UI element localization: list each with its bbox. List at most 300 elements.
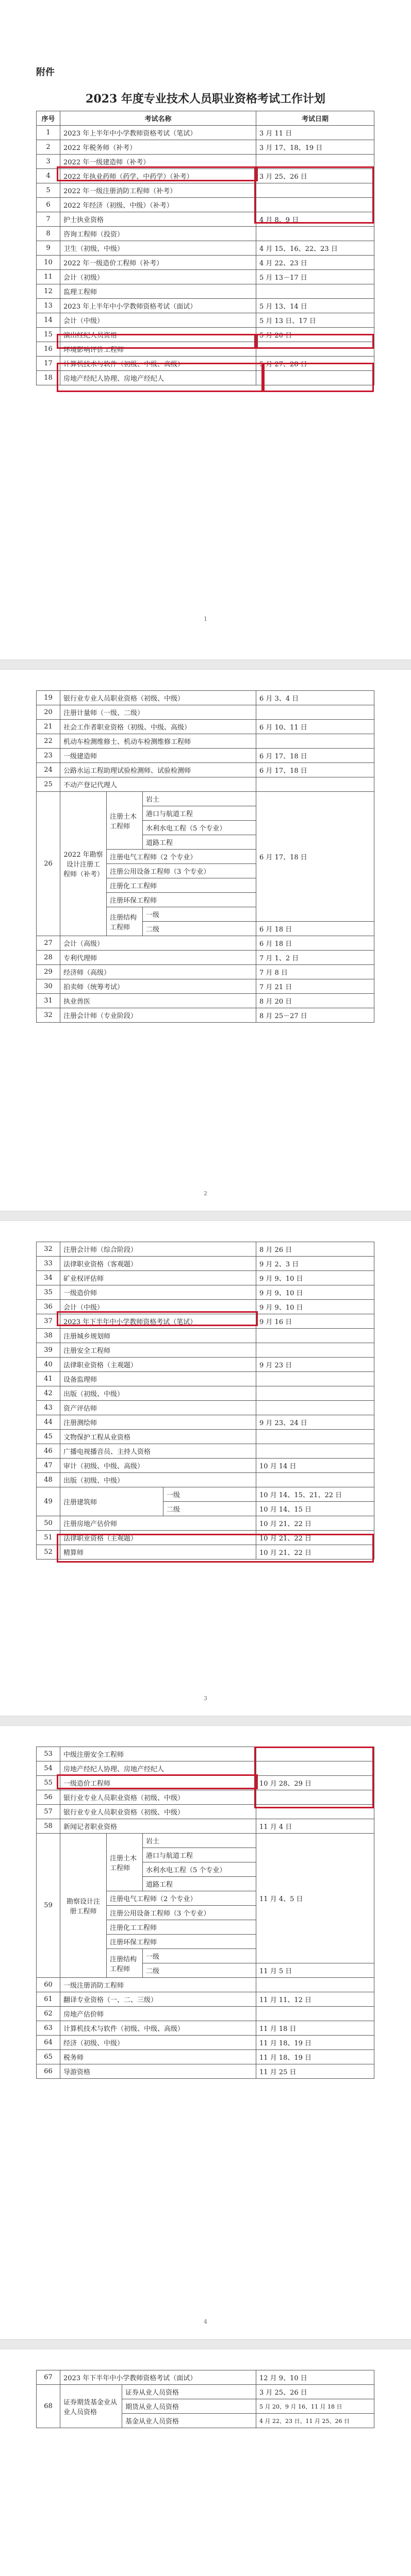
exam-date xyxy=(256,1473,374,1487)
row-number: 60 xyxy=(37,1978,60,1992)
exam-date: 5 月 20、9 月 16、11 月 18 日 xyxy=(256,2399,374,2414)
exam-name: 注册计量师（一级、二级） xyxy=(60,705,256,720)
highlight-box xyxy=(57,1311,258,1326)
exam-name: 2023 年下半年中小学教师资格考试（面试） xyxy=(60,2370,256,2385)
exam-date xyxy=(256,1401,374,1415)
row-number: 64 xyxy=(37,2036,60,2050)
row-number: 3 xyxy=(37,155,60,169)
exam-name: 监理工程师 xyxy=(60,284,256,299)
exam-name: 注册房地产估价师 xyxy=(60,1516,256,1531)
row-number: 32 xyxy=(37,1008,60,1023)
exam-subitem: 注册公用设备工程师（3 个专业） xyxy=(107,1906,256,1920)
exam-date: 10 月 21、22 日 xyxy=(256,1545,374,1560)
exam-name: 文物保护工程从业资格 xyxy=(60,1430,256,1444)
exam-date xyxy=(256,1444,374,1459)
row-number: 9 xyxy=(37,241,60,256)
exam-subitem: 港口与航道工程 xyxy=(143,806,256,821)
row-number: 26 xyxy=(37,792,60,936)
exam-name: 矿业权评估师 xyxy=(60,1271,256,1285)
exam-date: 4 月 22、23 日、11 月 25、26 日 xyxy=(256,2414,374,2428)
table-row xyxy=(37,936,374,951)
row-number: 25 xyxy=(37,777,60,792)
row-number: 36 xyxy=(37,1300,60,1314)
exam-date: 9 月 2、3 日 xyxy=(256,1257,374,1271)
row-number: 34 xyxy=(37,1271,60,1285)
highlight-box xyxy=(57,166,258,181)
row-number: 68 xyxy=(37,2385,60,2428)
row-number: 59 xyxy=(37,1834,60,1978)
exam-date: 11 月 4 日 xyxy=(256,1819,374,1834)
exam-date: 10 月 28、29 日 xyxy=(256,1776,374,1790)
table-row xyxy=(37,1401,374,1415)
row-number: 12 xyxy=(37,284,60,299)
row-number: 39 xyxy=(37,1343,60,1358)
row-number: 1 xyxy=(37,126,60,140)
exam-name: 拍卖师（统筹考试） xyxy=(60,979,256,994)
table-row xyxy=(37,1257,374,1271)
exam-date: 6 月 10、11 日 xyxy=(256,720,374,734)
row-number: 20 xyxy=(37,705,60,720)
document-title: 2023 年度专业技术人员职业资格考试工作计划 xyxy=(86,92,325,106)
exam-name: 银行业专业人员职业资格（初级、中级） xyxy=(60,691,256,705)
table-row xyxy=(37,1386,374,1401)
exam-subgroup: 注册结构工程师 xyxy=(107,907,143,936)
exam-name: 专利代理师 xyxy=(60,951,256,965)
table-row xyxy=(37,1329,374,1343)
page-5 xyxy=(0,2349,411,2576)
highlight-box xyxy=(57,1774,258,1789)
exam-date: 10 月 21、22 日 xyxy=(256,1531,374,1545)
table-row xyxy=(37,270,374,284)
exam-table-page-2 xyxy=(36,690,374,1023)
table-row xyxy=(37,1459,374,1473)
exam-name: 2023 年上半年中小学教师资格考试（面试） xyxy=(60,299,256,313)
row-number: 32 xyxy=(37,1242,60,1257)
exam-subitem: 注册化工工程师 xyxy=(107,878,256,893)
exam-date xyxy=(256,705,374,720)
exam-name: 银行业专业人员职业资格（初级、中级） xyxy=(60,1805,256,1819)
row-number: 14 xyxy=(37,313,60,328)
table-row xyxy=(37,1516,374,1531)
exam-name: 出版（初级、中级） xyxy=(60,1473,256,1487)
exam-date: 7 月 1、2 日 xyxy=(256,951,374,965)
exam-date: 8 月 26 日 xyxy=(256,1242,374,1257)
exam-name: 2022 年一级造价工程师（补考） xyxy=(60,256,256,270)
row-number: 62 xyxy=(37,2007,60,2021)
row-number: 15 xyxy=(37,328,60,342)
row-number: 45 xyxy=(37,1430,60,1444)
exam-name: 会计（中级） xyxy=(60,313,256,328)
exam-subitem: 岩土 xyxy=(143,1834,256,1848)
row-number: 37 xyxy=(37,1314,60,1329)
exam-name: 注册测绘师 xyxy=(60,1415,256,1430)
page-number: 2 xyxy=(204,1190,207,1197)
row-number: 8 xyxy=(37,227,60,241)
table-row xyxy=(37,313,374,328)
exam-subitem: 注册公用设备工程师（3 个专业） xyxy=(107,864,256,878)
exam-name: 计算机技术与软件（初级、中级、高级） xyxy=(60,2021,256,2036)
exam-subitem: 注册环保工程师 xyxy=(107,893,256,907)
exam-name: 2022 年一级注册消防工程师（补考） xyxy=(60,183,256,198)
exam-subitem: 期货从业人员资格 xyxy=(122,2399,256,2414)
exam-date: 11 月 18、19 日 xyxy=(256,2036,374,2050)
exam-subitem: 注册电气工程师（2 个专业） xyxy=(107,1891,256,1906)
exam-name: 会计（中级） xyxy=(60,1300,256,1314)
row-number: 31 xyxy=(37,994,60,1008)
table-row xyxy=(37,1819,374,1834)
row-number: 35 xyxy=(37,1285,60,1300)
exam-name: 中级注册安全工程师 xyxy=(60,1747,256,1761)
table-row xyxy=(37,1372,374,1386)
row-number: 63 xyxy=(37,2021,60,2036)
row-number: 7 xyxy=(37,212,60,227)
row-number: 21 xyxy=(37,720,60,734)
exam-name: 机动车检测维修士、机动车检测维修工程师 xyxy=(60,734,256,749)
exam-subgroup: 注册结构工程师 xyxy=(107,1949,143,1978)
exam-name: 会计（初级） xyxy=(60,270,256,284)
exam-date: 3 月 25、26 日 xyxy=(256,2385,374,2399)
row-number: 27 xyxy=(37,936,60,951)
exam-name: 房地产经纪人协理、房地产经纪人 xyxy=(60,371,256,385)
exam-date: 11 月 18 日 xyxy=(256,2021,374,2036)
exam-name: 资产评估师 xyxy=(60,1401,256,1415)
exam-subitem: 道路工程 xyxy=(143,1877,256,1891)
exam-subitem: 道路工程 xyxy=(143,835,256,850)
row-number: 19 xyxy=(37,691,60,705)
exam-subitem: 岩土 xyxy=(143,792,256,806)
row-number: 55 xyxy=(37,1776,60,1790)
exam-name: 注册建筑师 xyxy=(60,1487,163,1516)
exam-name: 导游资格 xyxy=(60,2064,256,2079)
row-number: 13 xyxy=(37,299,60,313)
row-number: 40 xyxy=(37,1358,60,1372)
exam-name: 经济（初级、中级） xyxy=(60,2036,256,2050)
exam-name: 一级造价工程师 xyxy=(60,1776,256,1790)
row-number: 53 xyxy=(37,1747,60,1761)
row-number: 29 xyxy=(37,965,60,979)
row-number: 48 xyxy=(37,1473,60,1487)
page-1 xyxy=(0,0,411,659)
table-row xyxy=(37,2370,374,2385)
table-row xyxy=(37,1343,374,1358)
table-row xyxy=(37,979,374,994)
exam-date: 6 月 17、18 日 xyxy=(256,749,374,763)
row-number: 57 xyxy=(37,1805,60,1819)
exam-name: 2022 年执业药师（药学、中药学）（补考） xyxy=(60,169,256,183)
exam-name: 经济师（高级） xyxy=(60,965,256,979)
exam-subitem: 水利水电工程（5 个专业） xyxy=(143,1862,256,1877)
table-row xyxy=(37,2050,374,2064)
exam-date: 12 月 9、10 日 xyxy=(256,2370,374,2385)
exam-name: 会计（高级） xyxy=(60,936,256,951)
table-row xyxy=(37,734,374,749)
exam-subitem: 注册电气工程师（2 个专业） xyxy=(107,850,256,864)
exam-date xyxy=(256,284,374,299)
row-number: 44 xyxy=(37,1415,60,1430)
exam-date xyxy=(256,1430,374,1444)
exam-date: 11 月 18、19 日 xyxy=(256,2050,374,2064)
exam-name: 演出经纪人员资格 xyxy=(60,328,256,342)
exam-name: 一级造价师 xyxy=(60,1285,256,1300)
exam-date: 3 月 17、18、19 日 xyxy=(256,140,374,155)
exam-date xyxy=(256,2007,374,2021)
row-number: 66 xyxy=(37,2064,60,2079)
row-number: 6 xyxy=(37,198,60,212)
table-row xyxy=(37,256,374,270)
row-number: 51 xyxy=(37,1531,60,1545)
row-number: 4 xyxy=(37,169,60,183)
page-3 xyxy=(0,1221,411,1716)
table-row xyxy=(37,2007,374,2021)
exam-name: 2023 年上半年中小学教师资格考试（笔试） xyxy=(60,126,256,140)
exam-name: 2022 年勘察设计注册工程师（补考） xyxy=(60,792,107,936)
exam-date xyxy=(256,1343,374,1358)
exam-name: 新闻记者职业资格 xyxy=(60,1819,256,1834)
row-number: 61 xyxy=(37,1992,60,2007)
exam-name: 勘察设计注册工程师 xyxy=(60,1834,107,1978)
page-2 xyxy=(0,670,411,1211)
table-row xyxy=(37,1358,374,1372)
table-row xyxy=(37,777,374,792)
exam-subitem: 注册化工工程师 xyxy=(107,1920,256,1935)
table-row xyxy=(37,951,374,965)
exam-name: 咨询工程师（投资） xyxy=(60,227,256,241)
exam-name: 注册会计师（专业阶段） xyxy=(60,1008,256,1023)
exam-name: 2022 年经济（初级、中级）（补考） xyxy=(60,198,256,212)
table-row xyxy=(37,1242,374,1257)
exam-date xyxy=(256,1372,374,1386)
exam-subitem: 证券从业人员资格 xyxy=(122,2385,256,2399)
exam-date: 9 月 9、10 日 xyxy=(256,1300,374,1314)
exam-name: 护士执业资格 xyxy=(60,212,256,227)
table-row xyxy=(37,1444,374,1459)
exam-date: 9 月 9、10 日 xyxy=(256,1285,374,1300)
exam-name: 计算机技术与软件（初级、中级、高级） xyxy=(60,357,256,371)
table-row xyxy=(37,705,374,720)
exam-name: 2023 年下半年中小学教师资格考试（笔试） xyxy=(60,1314,256,1329)
exam-subitem: 一级 xyxy=(163,1487,256,1502)
col-header-name: 考试名称 xyxy=(60,111,256,126)
exam-date: 8 月 20 日 xyxy=(256,994,374,1008)
row-number: 67 xyxy=(37,2370,60,2385)
table-row xyxy=(37,241,374,256)
row-number: 2 xyxy=(37,140,60,155)
exam-subitem: 港口与航道工程 xyxy=(143,1848,256,1862)
exam-date: 4 月 8、9 日 xyxy=(256,212,374,227)
exam-name: 注册城乡规划师 xyxy=(60,1329,256,1343)
exam-date: 10 月 14、15 日 xyxy=(256,1502,374,1516)
row-number: 42 xyxy=(37,1386,60,1401)
table-row xyxy=(37,1473,374,1487)
exam-name: 税务师 xyxy=(60,2050,256,2064)
exam-name: 公路水运工程助理试验检测师、试验检测师 xyxy=(60,763,256,777)
exam-date: 3 月 25、26 日 xyxy=(256,169,374,183)
exam-date xyxy=(256,227,374,241)
exam-date: 5 月 13－17 日 xyxy=(256,270,374,284)
page-4 xyxy=(0,1726,411,2339)
col-header-no: 序号 xyxy=(37,111,60,126)
exam-name: 一级建造师 xyxy=(60,749,256,763)
table-row xyxy=(37,227,374,241)
table-row xyxy=(37,126,374,140)
exam-name: 证券期货基金业从业人员资格 xyxy=(60,2385,122,2428)
table-row xyxy=(37,284,374,299)
exam-date: 10 月 21、22 日 xyxy=(256,1516,374,1531)
exam-name: 房地产估价师 xyxy=(60,2007,256,2021)
exam-date: 4 月 15、16、22、23 日 xyxy=(256,241,374,256)
exam-subitem: 二级 xyxy=(143,1963,256,1978)
exam-date: 5 月 13、14 日 xyxy=(256,299,374,313)
row-number: 43 xyxy=(37,1401,60,1415)
exam-date xyxy=(256,734,374,749)
exam-date: 4 月 22、23 日 xyxy=(256,256,374,270)
exam-subgroup: 注册土木工程师 xyxy=(107,1834,143,1891)
exam-subitem: 二级 xyxy=(143,922,256,936)
table-row xyxy=(37,1978,374,1992)
exam-date: 9 月 16 日 xyxy=(256,1314,374,1329)
exam-subitem: 一级 xyxy=(143,907,256,922)
exam-date: 6 月 17、18 日 xyxy=(256,763,374,777)
row-number: 52 xyxy=(37,1545,60,1560)
exam-date xyxy=(256,1978,374,1992)
row-number: 58 xyxy=(37,1819,60,1834)
row-number: 24 xyxy=(37,763,60,777)
exam-name: 2022 年税务师（补考） xyxy=(60,140,256,155)
row-number: 41 xyxy=(37,1372,60,1386)
exam-date: 8 月 25－27 日 xyxy=(256,1008,374,1023)
exam-date: 6 月 3、4 日 xyxy=(256,691,374,705)
exam-table-page-5 xyxy=(36,2370,374,2428)
exam-name: 精算师 xyxy=(60,1545,256,1560)
exam-name: 执业兽医 xyxy=(60,994,256,1008)
table-row xyxy=(37,299,374,313)
table-row xyxy=(37,792,374,806)
table-row xyxy=(37,140,374,155)
table-row xyxy=(37,763,374,777)
exam-date xyxy=(256,777,374,792)
row-number: 16 xyxy=(37,342,60,357)
exam-name: 2022 年一级建造师（补考） xyxy=(60,155,256,169)
exam-date: 7 月 21 日 xyxy=(256,979,374,994)
exam-name: 审计（初级、中级、高级） xyxy=(60,1459,256,1473)
exam-date: 11 月 11、12 日 xyxy=(256,1992,374,2007)
exam-date: 5 月 27、28 日 xyxy=(256,357,374,371)
exam-subitem: 一级 xyxy=(143,1949,256,1963)
highlight-box xyxy=(57,363,263,392)
table-row xyxy=(37,1430,374,1444)
table-row xyxy=(37,720,374,734)
exam-date: 6 月 18 日 xyxy=(256,936,374,951)
row-number: 65 xyxy=(37,2050,60,2064)
col-header-date: 考试日期 xyxy=(256,111,374,126)
table-row xyxy=(37,1008,374,1023)
highlight-box xyxy=(254,166,374,224)
exam-name: 翻译专业资格（一、二、三级） xyxy=(60,1992,256,2007)
exam-name: 一级注册消防工程师 xyxy=(60,1978,256,1992)
exam-name: 环境影响评价工程师 xyxy=(60,342,256,357)
exam-name: 注册会计师（综合阶段） xyxy=(60,1242,256,1257)
highlight-box xyxy=(57,1534,374,1563)
exam-name: 社会工作者职业资格（初级、中级、高级） xyxy=(60,720,256,734)
exam-name: 不动产登记代理人 xyxy=(60,777,256,792)
row-number: 49 xyxy=(37,1487,60,1516)
row-number: 23 xyxy=(37,749,60,763)
table-header-row xyxy=(37,111,374,126)
table-row xyxy=(37,1834,374,1848)
row-number: 10 xyxy=(37,256,60,270)
exam-date: 9 月 9、10 日 xyxy=(256,1271,374,1285)
row-number: 54 xyxy=(37,1761,60,1776)
exam-date xyxy=(256,1329,374,1343)
row-number: 18 xyxy=(37,371,60,385)
row-number: 47 xyxy=(37,1459,60,1473)
row-number: 30 xyxy=(37,979,60,994)
exam-date: 9 月 23、24 日 xyxy=(256,1415,374,1430)
table-row xyxy=(37,994,374,1008)
table-row xyxy=(37,1285,374,1300)
exam-name: 广播电视播音员、主持人资格 xyxy=(60,1444,256,1459)
exam-subitem: 注册环保工程师 xyxy=(107,1935,256,1949)
table-row xyxy=(37,1415,374,1430)
exam-name: 银行业专业人员职业资格（初级、中级） xyxy=(60,1790,256,1805)
exam-date: 6 月 17、18 日 xyxy=(256,792,374,922)
table-row xyxy=(37,1271,374,1285)
exam-subitem: 二级 xyxy=(163,1502,256,1516)
exam-subitem: 基金从业人员资格 xyxy=(122,2414,256,2428)
exam-date: 10 月 14、15、21、22 日 xyxy=(256,1487,374,1502)
exam-date xyxy=(256,1386,374,1401)
exam-date: 5 月 20 日 xyxy=(256,328,374,342)
table-row xyxy=(37,2021,374,2036)
exam-name: 法律职业资格（客观题） xyxy=(60,1257,256,1271)
exam-date: 11 月 25 日 xyxy=(256,2064,374,2079)
table-row xyxy=(37,2385,374,2399)
exam-date: 10 月 14 日 xyxy=(256,1459,374,1473)
attachment-label: 附件 xyxy=(36,67,55,78)
exam-name: 房地产经纪人协理、房地产经纪人 xyxy=(60,1761,256,1776)
row-number: 5 xyxy=(37,183,60,198)
exam-date: 7 月 8 日 xyxy=(256,965,374,979)
exam-name: 法律职业资格（主观题） xyxy=(60,1358,256,1372)
exam-name: 设备监理师 xyxy=(60,1372,256,1386)
row-number: 33 xyxy=(37,1257,60,1271)
row-number: 11 xyxy=(37,270,60,284)
exam-date: 9 月 23 日 xyxy=(256,1358,374,1372)
exam-table-page-3 xyxy=(36,1242,374,1560)
table-row xyxy=(37,2036,374,2050)
exam-date: 5 月 13 日、17 日 xyxy=(256,313,374,328)
table-row xyxy=(37,2064,374,2079)
exam-date: 6 月 18 日 xyxy=(256,922,374,936)
table-row xyxy=(37,749,374,763)
row-number: 46 xyxy=(37,1444,60,1459)
exam-subgroup: 注册土木工程师 xyxy=(107,792,143,850)
highlight-box xyxy=(263,363,374,392)
row-number: 17 xyxy=(37,357,60,371)
exam-date: 11 月 4、5 日 xyxy=(256,1834,374,1963)
exam-name: 卫生（初级、中级） xyxy=(60,241,256,256)
row-number: 38 xyxy=(37,1329,60,1343)
row-number: 56 xyxy=(37,1790,60,1805)
highlight-box xyxy=(254,1747,374,1808)
exam-name: 法律职业资格（主观题） xyxy=(60,1531,256,1545)
page-number: 3 xyxy=(204,1695,207,1702)
exam-subitem: 水利水电工程（5 个专业） xyxy=(143,821,256,835)
table-row xyxy=(37,1992,374,2007)
row-number: 22 xyxy=(37,734,60,749)
highlight-box xyxy=(254,334,374,349)
exam-name: 出版（初级、中级） xyxy=(60,1386,256,1401)
